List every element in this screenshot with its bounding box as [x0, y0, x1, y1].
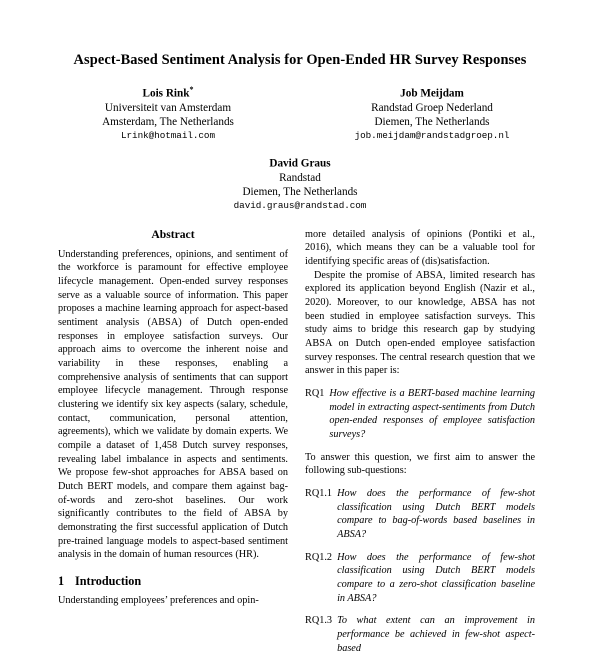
body-columns	[58, 228, 542, 655]
continued-paragraph: more detailed analysis of opinions (Pontiki et al., 2016), which means they can be a valuable tool for identifying specific areas of (dis)satisfaction.	[305, 228, 535, 267]
author-email[interactable]: david.graus@randstad.com	[233, 199, 367, 211]
abstract-text: Understanding preferences, opinions, and sentiment of the workforce is paramount for effective employee lifecycle management. Open-ended survey responses serve as a valuable source of information. This paper proposes a machine learning approach for aspect-based sentiment analysis (ABSA) of Dutch open-ended responses in employee satisfaction surveys. Our approach aims to overcome the inherent noise and variability in these responses, enabling a comprehensive analysis of sentiments that can support employee lifecycle management. Through response clustering we identify six key aspects (salary, schedule, contact, communication, personal attention, agreements), which we validate by domain experts. We compile a dataset of 1,458 Dutch survey responses, revealing label imbalance in aspects and sentiments. We propose few-shot approaches for ABSA based on Dutch BERT models, and compare them against bag-of-words and zero-shot baselines. Our work significantly contributes to the field of ABSA by demonstrating the first successful application of Dutch pre-trained language models to aspect-based sentiment analysis in the domain of human resources (HR).	[58, 248, 288, 561]
abstract-heading: Abstract	[151, 227, 195, 241]
page-title: Aspect-Based Sentiment Analysis for Open-Ended HR Survey Responses	[73, 52, 527, 68]
rq-text: To what extent can an improvement in performance be achieved in few-shot aspect-based	[337, 615, 535, 654]
rq-text: How effective is a BERT-based machine learning model in extracting aspect-sentiments from Dutch open-ended responses of employee satisfaction surveys?	[329, 388, 535, 441]
right-column	[305, 228, 535, 655]
author-name	[323, 85, 541, 101]
author-block-3	[191, 155, 409, 212]
paragraph-despite-promise: Despite the promise of ABSA, limited research has explored its application beyond English (Nazir et al., 2020). Moreover, to our knowledge, ABSA has not been studied in employee satisfaction surveys. This study aims to bridge this research gap by studying ABSA on Dutch open-ended employee satisfaction survey responses. The central research question that we answer in this paper is:	[305, 269, 535, 377]
author-name-text: Job Meijdam	[400, 88, 464, 101]
author-name-text: David Graus	[269, 157, 331, 170]
section-title: Introduction	[75, 574, 142, 589]
author-location: Amsterdam, The Netherlands	[102, 116, 234, 129]
research-question-main	[305, 387, 535, 442]
section-number: 1	[58, 574, 65, 589]
rq-label: RQ1.2	[305, 551, 333, 563]
author-footnote-marker: *	[189, 85, 194, 95]
introduction-paragraph: Understanding employees’ preferences and opin-	[58, 595, 259, 607]
author-location: Diemen, The Netherlands	[374, 116, 490, 129]
author-name-text: Lois Rink	[142, 88, 190, 101]
author-email[interactable]: job.meijdam@randstadgroep.nl	[354, 130, 510, 142]
rq-text: How does the performance of few-shot classification using Dutch BERT models compare to a zero-shot classification baseline in ABSA?	[337, 551, 535, 604]
author-location: Diemen, The Netherlands	[242, 186, 358, 199]
rq-label: RQ1	[305, 388, 325, 400]
author-affiliation: Randstad	[279, 171, 321, 184]
author-email[interactable]: Lrink@hotmail.com	[121, 130, 215, 142]
left-column	[58, 228, 288, 655]
author-name	[59, 85, 277, 101]
research-question-1-1	[305, 487, 535, 542]
rq-label: RQ1.1	[305, 488, 333, 500]
author-block-1	[59, 85, 277, 142]
author-affiliation: Universiteit van Amsterdam	[104, 102, 232, 115]
rq-label: RQ1.3	[305, 615, 333, 627]
section-heading-introduction	[58, 574, 288, 589]
author-block-2	[323, 85, 541, 142]
research-question-1-3	[305, 614, 535, 655]
author-affiliation: Randstad Groep Nederland	[371, 102, 493, 115]
rq-text: How does the performance of few-shot classification using Dutch BERT models compare to bag-of-words based baselines in ABSA?	[337, 488, 535, 541]
author-name	[191, 155, 409, 171]
research-question-1-2	[305, 551, 535, 606]
paragraph-sub-questions-intro: To answer this question, we first aim to answer the following sub-questions:	[305, 451, 535, 477]
author-row-primary	[58, 85, 542, 142]
